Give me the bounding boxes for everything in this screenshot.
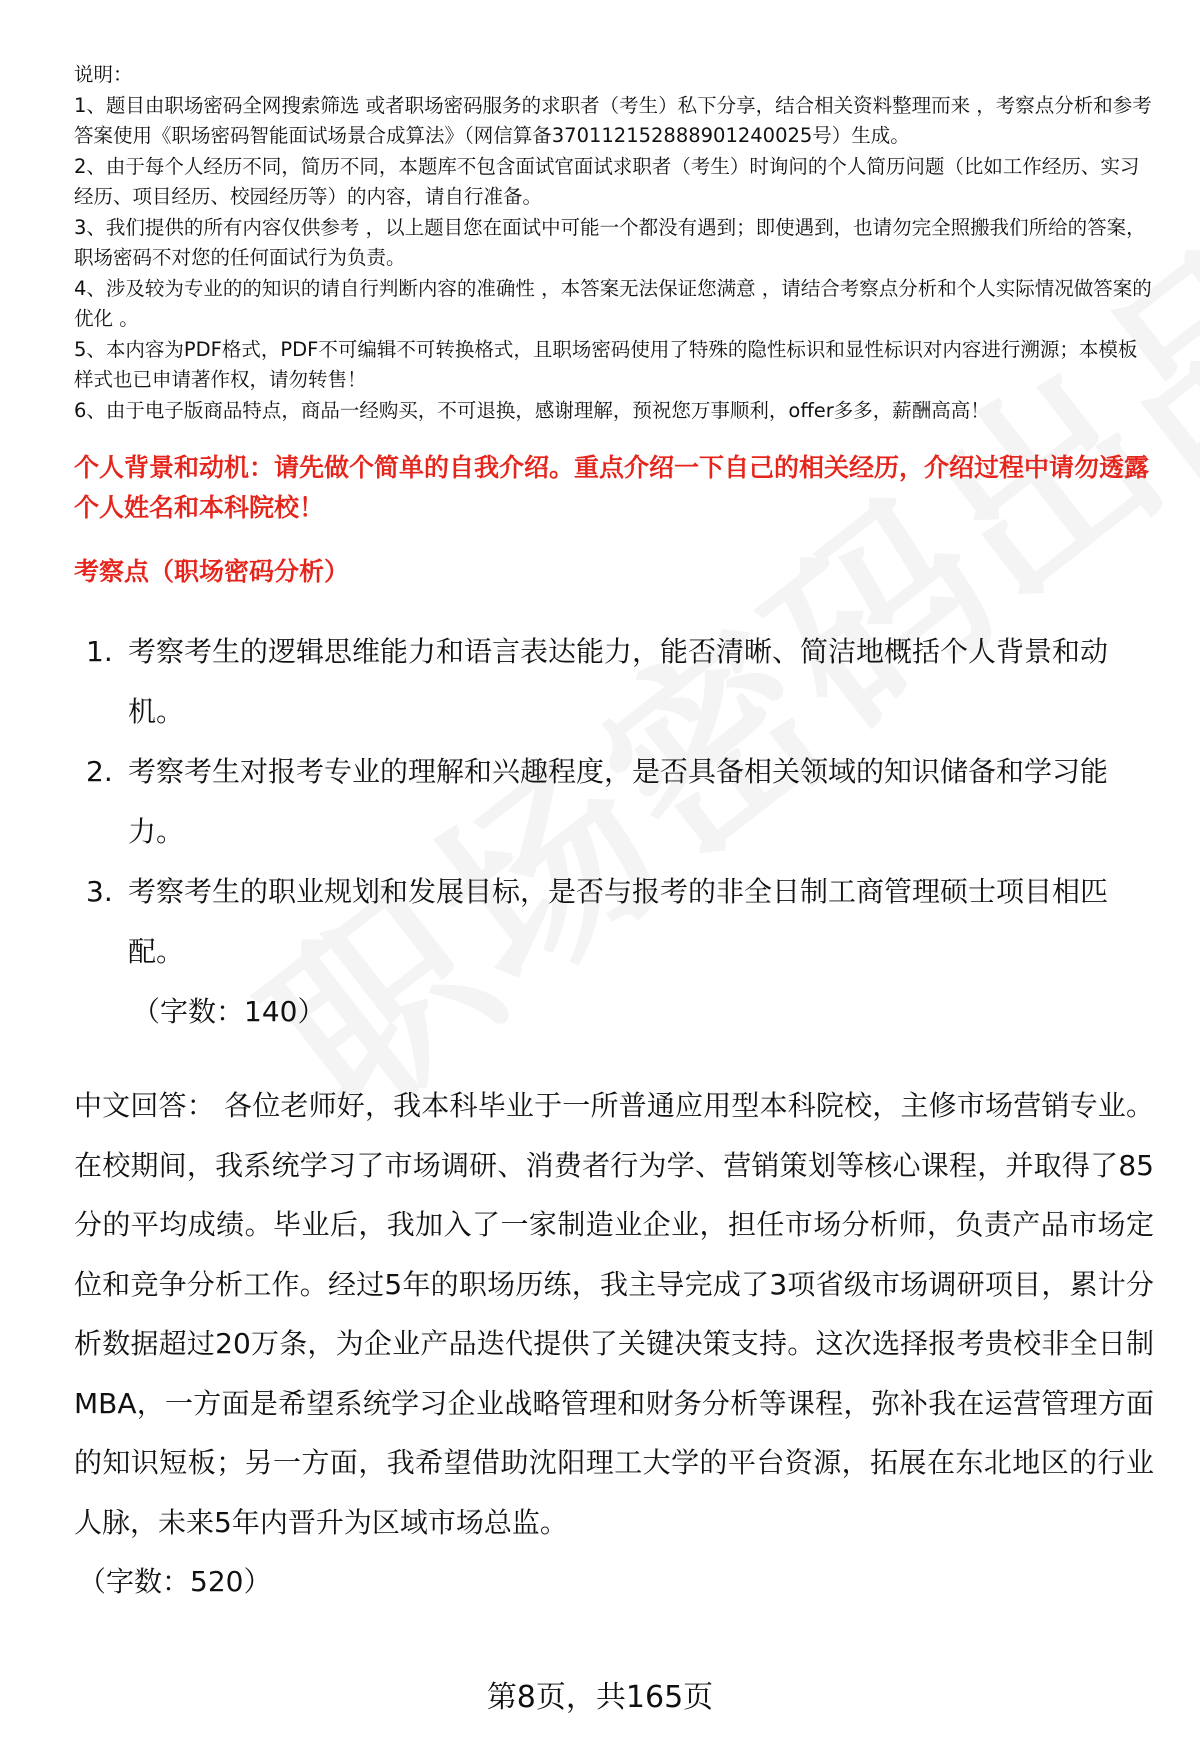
analysis-heading: 考察点（职场密码分析） <box>74 557 350 586</box>
point-number: 1. <box>86 635 113 668</box>
point-text: 考察考生的逻辑思维能力和语言表达能力，能否清晰、简洁地概括个人背景和动机。 <box>128 635 1109 728</box>
analysis-point <box>74 742 1154 862</box>
note-item: 1、题目由职场密码全网搜索筛选 或者职场密码服务的求职者（考生）私下分享，结合相关资料整理而来 ，考察点分析和参考答案使用《职场密码智能面试场景合成算法》（网信算备370112152888901240025号）生成。 <box>74 93 1152 147</box>
note-item: 3、我们提供的所有内容仅供参考 ，以上题目您在面试中可能一个都没有遇到；即使遇到，也请勿完全照搬我们所给的答案，职场密码不对您的任何面试行为负责。 <box>74 215 1146 269</box>
analysis-point <box>74 862 1154 982</box>
point-text: 考察考生的职业规划和发展目标，是否与报考的非全日制工商管理硕士项目相匹配。 <box>128 875 1109 968</box>
note-item: 4、涉及较为专业的的知识的请自行判断内容的准确性 ，本答案无法保证您满意 ，请结合考察点分析和个人实际情况做答案的优化 。 <box>74 276 1152 330</box>
note-item: 6、由于电子版商品特点，商品一经购买，不可退换，感谢理解，预祝您万事顺利，offer多多，薪酬高高！ <box>74 398 990 422</box>
question-title: 个人背景和动机：请先做个简单的自我介绍。重点介绍一下自己的相关经历，介绍过程中请勿透露个人姓名和本科院校！ <box>74 453 1150 522</box>
notes-heading: 说明： <box>74 63 133 86</box>
analysis-list <box>74 622 1154 982</box>
page-footer: 第8页，共165页 <box>486 1680 714 1715</box>
answer-text: 各位老师好，我本科毕业于一所普通应用型本科院校，主修市场营销专业。在校期间，我系统学习了市场调研、消费者行为学、营销策划等核心课程，并取得了85分的平均成绩。毕业后，我加入了一家制造业企业，担任市场分析师，负责产品市场定位和竞争分析工作。经过5年的职场历练，我主导完成了3项省级市场调研项目，累计分析数据超过20万条，为企业产品迭代提供了关键决策支持。这次选择报考贵校非全日制MBA，一方面是希望系统学习企业战略管理和财务分析等课程，弥补我在运营管理方面的知识短板；另一方面，我希望借助沈阳理工大学的平台资源，拓展在东北地区的行业人脉，未来5年内晋升为区域市场总监。 <box>74 1089 1154 1539</box>
answer-label: 中文回答： <box>74 1089 215 1122</box>
page-content <box>74 60 1154 1610</box>
point-number: 3. <box>86 875 113 908</box>
analysis-point <box>74 622 1154 742</box>
analysis-word-count: （字数：140） <box>132 995 326 1028</box>
note-item: 2、由于每个人经历不同，简历不同，本题库不包含面试官面试求职者（考生）时询问的个人简历问题（比如工作经历、实习经历、项目经历、校园经历等）的内容，请自行准备。 <box>74 154 1140 208</box>
answer-paragraph <box>74 1076 1154 1552</box>
notes-section <box>74 60 1154 426</box>
point-number: 2. <box>86 755 113 788</box>
point-text: 考察考生对报考专业的理解和兴趣程度，是否具备相关领域的知识储备和学习能力。 <box>128 755 1109 848</box>
note-item: 5、本内容为PDF格式，PDF不可编辑不可转换格式，且职场密码使用了特殊的隐性标识和显性标识对内容进行溯源；本模板样式也已申请著作权，请勿转售！ <box>74 337 1138 391</box>
answer-word-count: （字数：520） <box>78 1565 272 1598</box>
